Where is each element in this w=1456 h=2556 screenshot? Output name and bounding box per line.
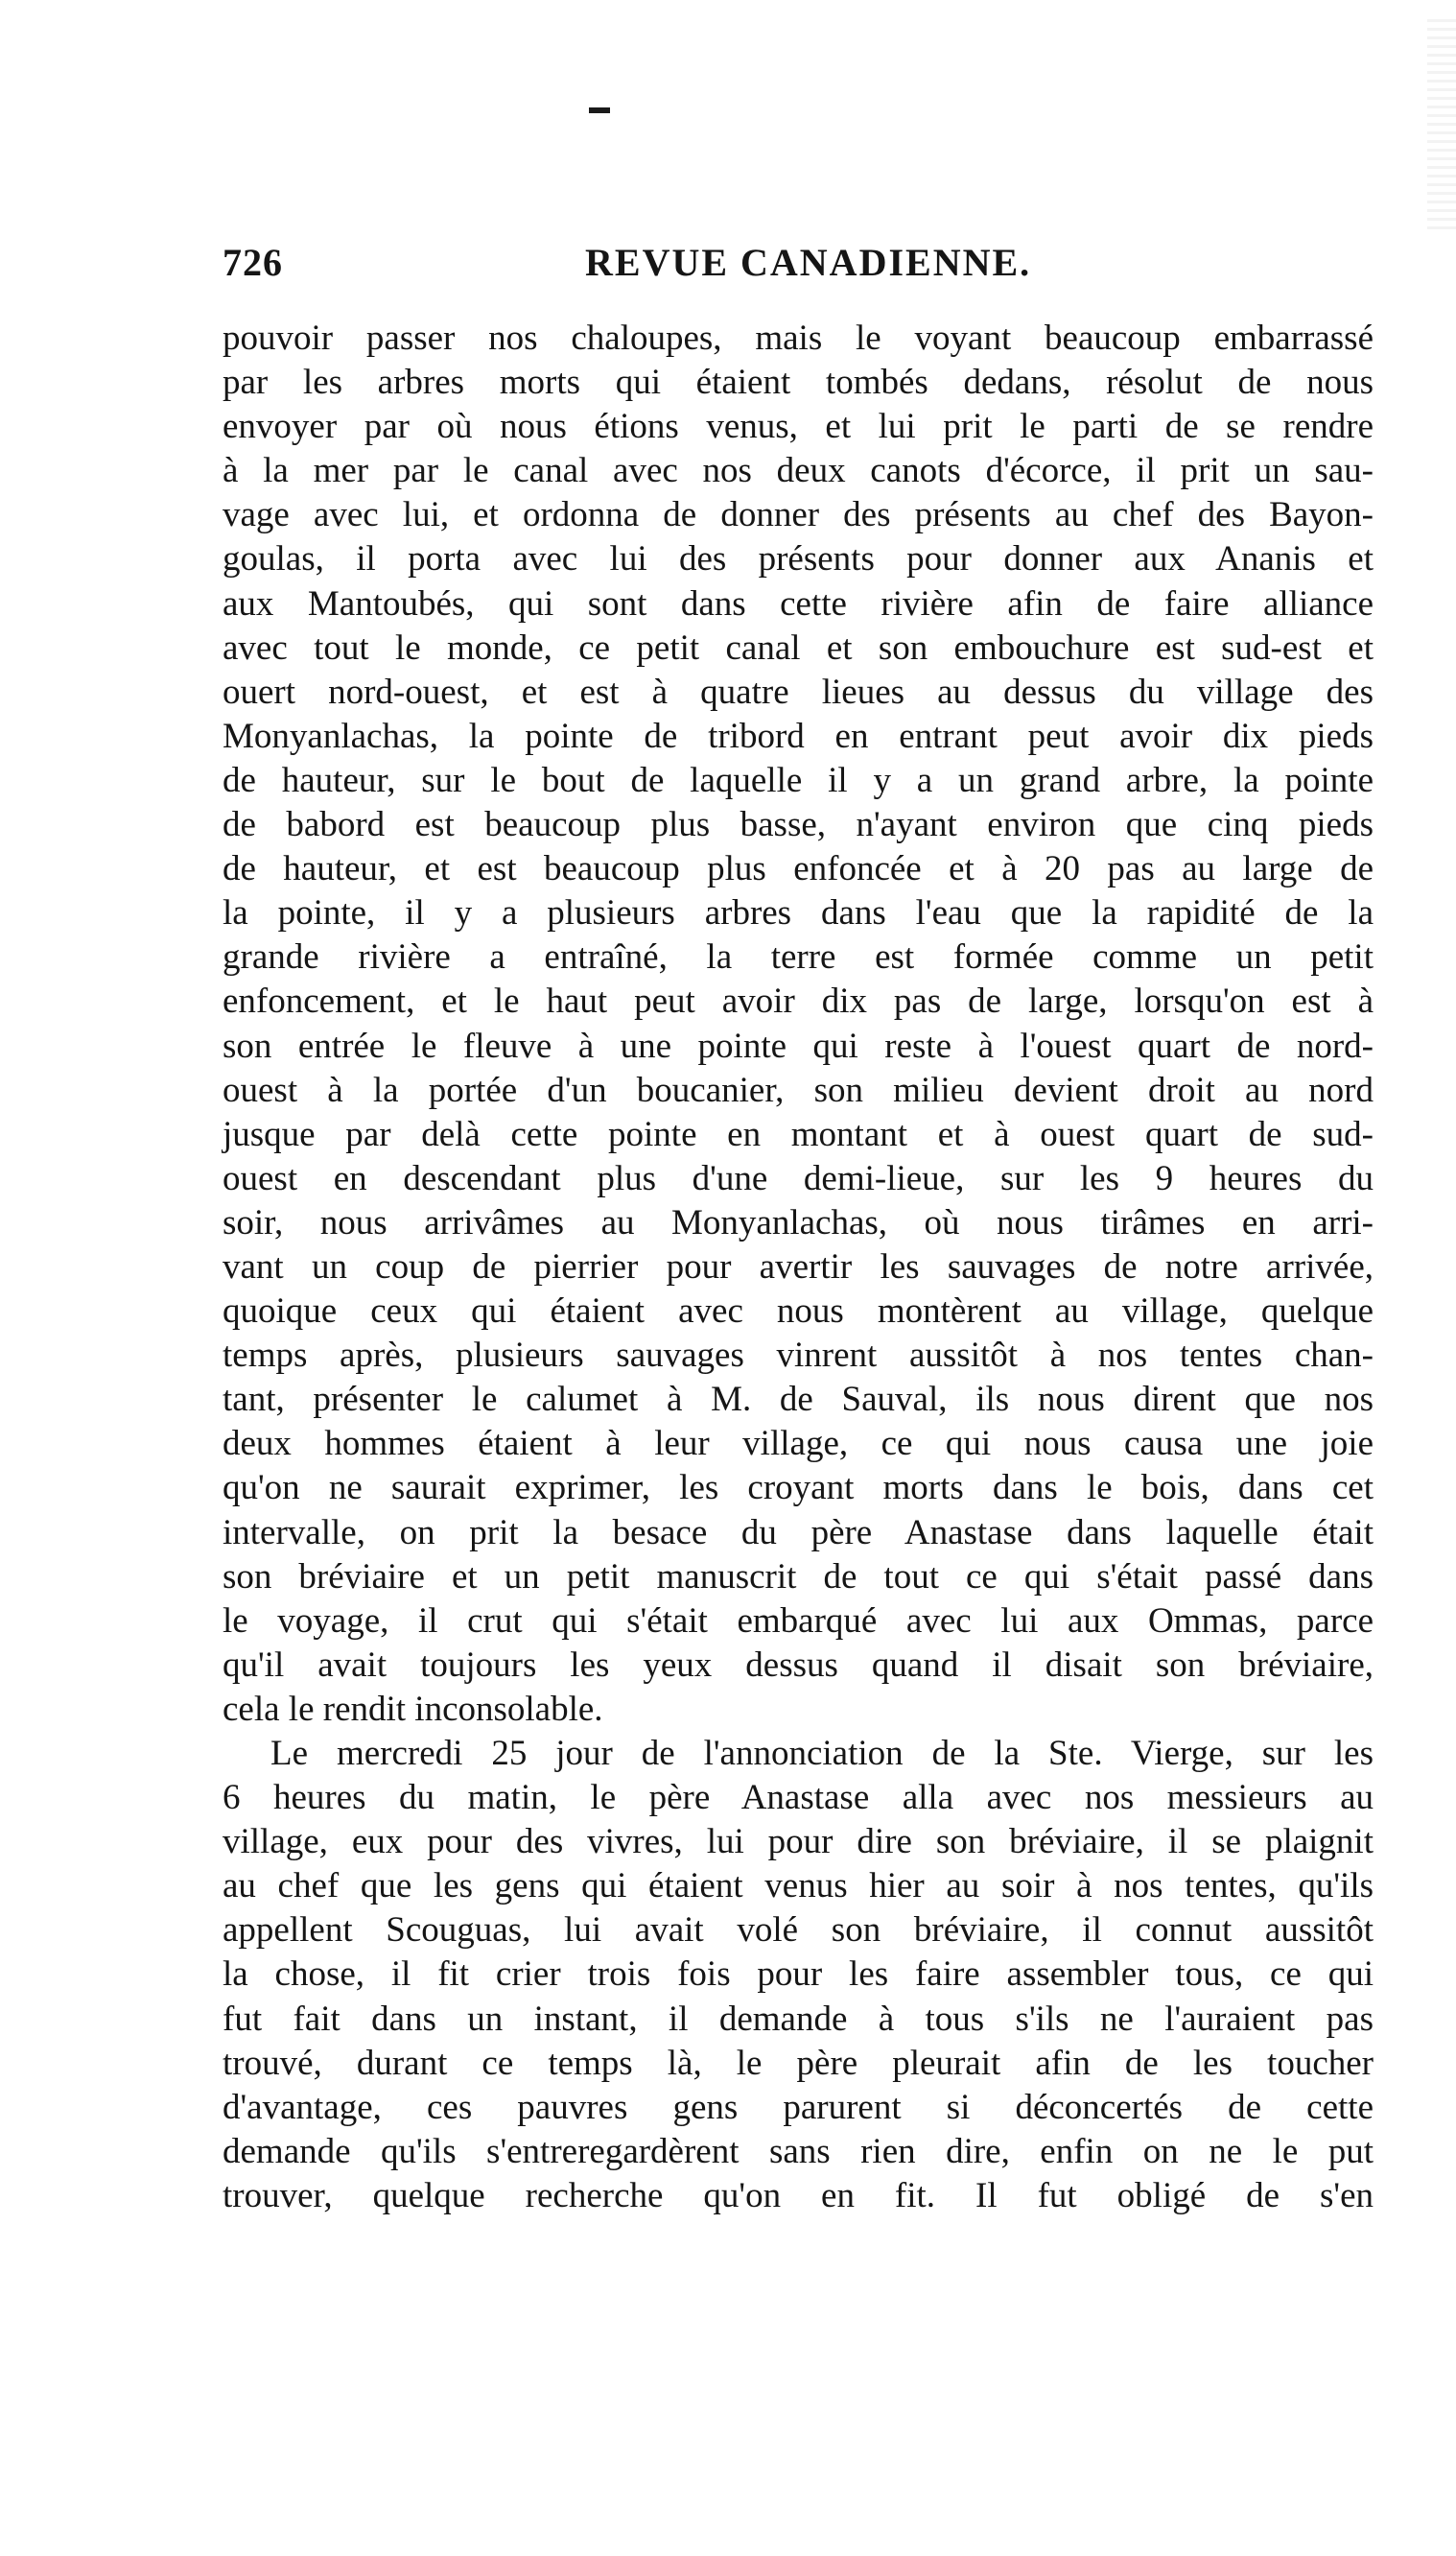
text-line: son entrée le fleuve à une pointe qui reste à l'ouest quart de nord-: [223, 1026, 1374, 1066]
text-line: à la mer par le canal avec nos deux canots d'écorce, il prit un sau-: [223, 451, 1374, 491]
text-line: par les arbres morts qui étaient tombés dedans, résolut de nous: [223, 363, 1374, 403]
text-line: qu'il avait toujours les yeux dessus quand il disait son bréviaire,: [223, 1645, 1374, 1685]
text-line: vant un coup de pierrier pour avertir les sauvages de notre arrivée,: [223, 1246, 1374, 1287]
page-edge-artifact: [1427, 19, 1456, 230]
text-line: aux Mantoubés, qui sont dans cette rivière afin de faire alliance: [223, 583, 1374, 624]
page-header: [223, 240, 1393, 297]
text-line: temps après, plusieurs sauvages vinrent aussitôt à nos tentes chan-: [223, 1336, 1374, 1376]
page-number: 726: [223, 241, 283, 284]
text-line: pouvoir passer nos chaloupes, mais le voyant beaucoup embarrassé: [223, 319, 1374, 358]
text-line: grande rivière a entraîné, la terre est formée comme un petit: [223, 937, 1374, 978]
text-line: le voyage, il crut qui s'était embarqué avec lui aux Ommas, parce: [223, 1600, 1374, 1641]
running-title: REVUE CANADIENNE.: [585, 241, 1032, 284]
text-line: goulas, il porta avec lui des présents pour donner aux Ananis et: [223, 539, 1374, 580]
paragraph-start-line: Le mercredi 25 jour de l'annonciation de la Ste. Vierge, sur les: [270, 1734, 1374, 1773]
text-line: de hauteur, sur le bout de laquelle il y a un grand arbre, la pointe: [223, 760, 1374, 800]
paragraph-end-line: cela le rendit inconsolable.: [223, 1689, 603, 1729]
text-line: deux hommes étaient à leur village, ce qui nous causa une joie: [223, 1424, 1374, 1464]
printer-mark: [589, 107, 610, 113]
text-line: envoyer par où nous étions venus, et lui prit le parti de se rendre: [223, 407, 1374, 447]
text-line: la chose, il fit crier trois fois pour les faire assembler tous, ce qui: [223, 1954, 1374, 1995]
text-line: son bréviaire et un petit manuscrit de tout ce qui s'était passé dans: [223, 1556, 1374, 1597]
text-line: ouest en descendant plus d'une demi-lieue, sur les 9 heures du: [223, 1158, 1374, 1198]
text-line: avec tout le monde, ce petit canal et son embouchure est sud-est et: [223, 627, 1374, 668]
text-line: ouest à la portée d'un boucanier, son milieu devient droit au nord: [223, 1070, 1374, 1110]
text-line: appellent Scouguas, lui avait volé son bréviaire, il connut aussitôt: [223, 1910, 1374, 1951]
text-line: d'avantage, ces pauvres gens parurent si déconcertés de cette: [223, 2087, 1374, 2127]
text-line: 6 heures du matin, le père Anastase alla avec nos messieurs au: [223, 1778, 1374, 1818]
text-line: au chef que les gens qui étaient venus hier au soir à nos tentes, qu'ils: [223, 1866, 1374, 1906]
text-line: soir, nous arrivâmes au Monyanlachas, où nous tirâmes en arri-: [223, 1202, 1374, 1242]
text-line: enfoncement, et le haut peut avoir dix pas de large, lorsqu'on est à: [223, 982, 1374, 1022]
text-line: quoique ceux qui étaient avec nous montèrent au village, quelque: [223, 1291, 1374, 1332]
text-line: de hauteur, et est beaucoup plus enfoncée et à 20 pas au large de: [223, 849, 1374, 889]
text-line: ouert nord-ouest, et est à quatre lieues au dessus du village des: [223, 672, 1374, 712]
text-line: vage avec lui, et ordonna de donner des présents au chef des Bayon-: [223, 495, 1374, 535]
text-line: la pointe, il y a plusieurs arbres dans l'eau que la rapidité de la: [223, 893, 1374, 934]
text-line: fut fait dans un instant, il demande à tous s'ils ne l'auraient pas: [223, 1999, 1374, 2039]
text-line: trouvé, durant ce temps là, le père pleurait afin de les toucher: [223, 2043, 1374, 2083]
text-line: tant, présenter le calumet à M. de Sauval, ils nous dirent que nos: [223, 1380, 1374, 1420]
text-line: jusque par delà cette pointe en montant et à ouest quart de sud-: [223, 1114, 1374, 1154]
text-line: qu'on ne saurait exprimer, les croyant morts dans le bois, dans cet: [223, 1468, 1374, 1508]
text-line: village, eux pour des vivres, lui pour dire son bréviaire, il se plaignit: [223, 1822, 1374, 1862]
text-line: Monyanlachas, la pointe de tribord en entrant peut avoir dix pieds: [223, 716, 1374, 756]
text-line: trouver, quelque recherche qu'on en fit. Il fut obligé de s'en: [223, 2175, 1374, 2215]
text-line: de babord est beaucoup plus basse, n'ayant environ que cinq pieds: [223, 805, 1374, 845]
text-line: intervalle, on prit la besace du père Anastase dans laquelle était: [223, 1512, 1374, 1552]
text-line: demande qu'ils s'entreregardèrent sans rien dire, enfin on ne le put: [223, 2131, 1374, 2171]
body-text: [223, 317, 1374, 2218]
